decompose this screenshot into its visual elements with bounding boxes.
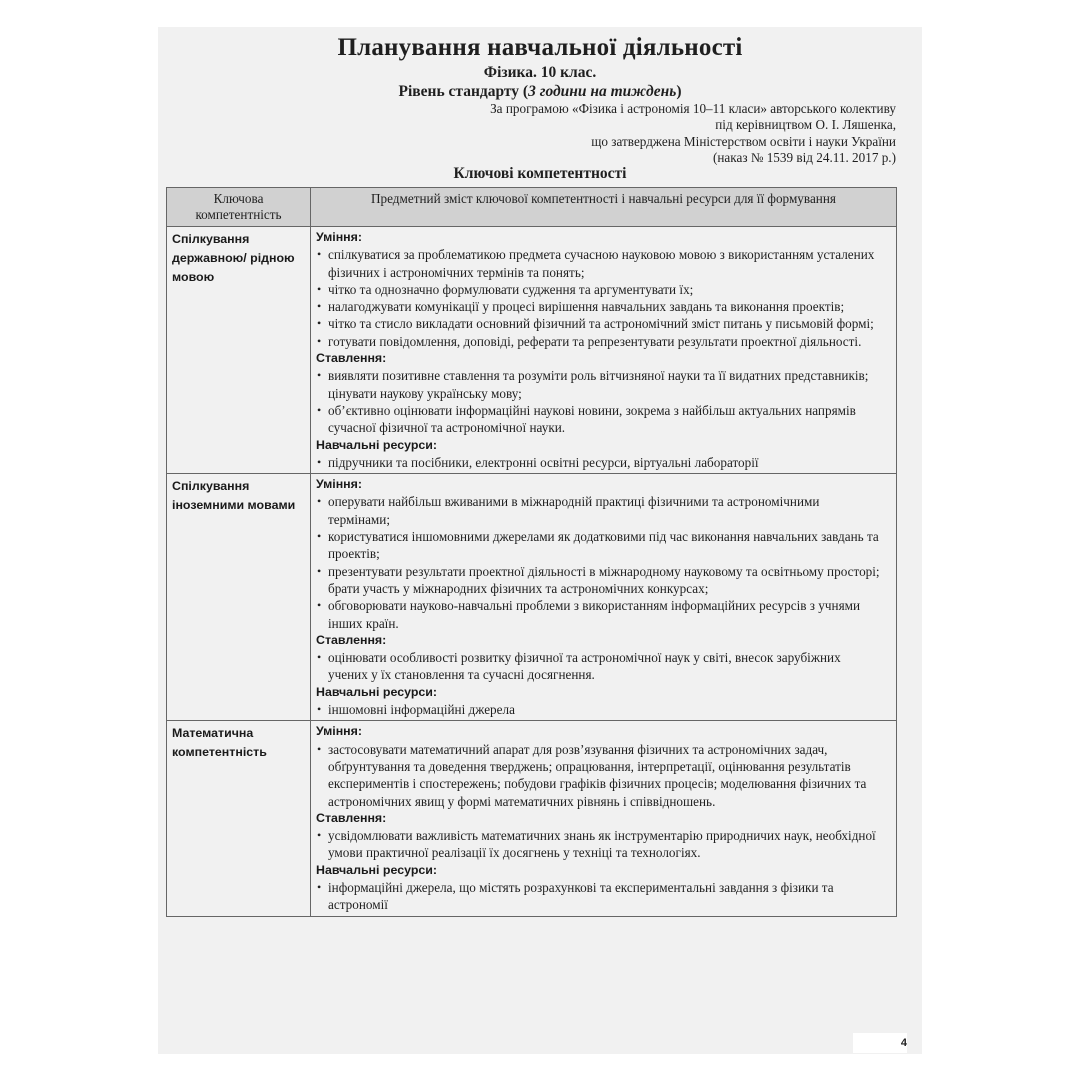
level-prefix: Рівень стандарту ( (398, 83, 529, 100)
section-heading: Ставлення: (316, 351, 387, 366)
table-header-row (167, 188, 897, 227)
section-heading: Навчальні ресурси: (316, 862, 438, 877)
program-line: За програмою «Фізика і астрономія 10–11 класи» авторського колективу (490, 101, 896, 116)
section-heading: Навчальні ресурси: (316, 437, 438, 452)
list-item: • об’єктивно оцінювати інформаційні наукові новини, зокрема з найбільш актуальних напрямів сучасної фізичної та астрономічної науки. (316, 402, 880, 437)
page-number: 4 (853, 1033, 907, 1053)
list-item: • презентувати результати проектної діяльності в міжнародному науковому та освітньому просторі; брати участь у міжнародних фізичних та астрономічних конкурсах; (316, 563, 880, 598)
section-title: Ключові компетентності (453, 165, 627, 182)
section-heading: Ставлення: (316, 810, 387, 825)
list-item: • інформаційні джерела, що містять розрахункові та експериментальні завдання з фізики та астрономії (316, 879, 880, 914)
page-title: Планування навчальної діяльності (337, 34, 743, 61)
list-item: • іншомовні інформаційні джерела (316, 701, 880, 718)
list-item: • застосовувати математичний апарат для розв’язування фізичних та астрономічних задач, обґрунтування та доведення тверджень; опрацювання, інтерпретації, оцінювання результатів експериментів і спостережень; побудови графіків фізичних процесів; моделювання фізичних та астрономічних явищ у формі математичних рівнянь і співвідношень. (316, 741, 880, 810)
list-item: • оперувати найбільш вживаними в міжнародній практиці фізичними та астрономічними термінами; (316, 493, 880, 528)
competence-content (311, 227, 897, 474)
level-subtitle (158, 83, 922, 101)
program-line: (наказ № 1539 від 24.11. 2017 р.) (712, 150, 896, 166)
list-item: • спілкуватися за проблематикою предмета сучасною науковою мовою з використанням усталених фізичних і астрономічних термінів та понять; (316, 246, 880, 281)
program-line: під керівництвом О. І. Ляшенка, (715, 117, 896, 133)
section-heading: Уміння: (316, 230, 363, 244)
program-line: що затверджена Міністерством освіти і науки України (591, 133, 896, 149)
table-row (167, 227, 897, 474)
table-row (167, 474, 897, 721)
column-header-content: Предметний зміст ключової компетентності і навчальні ресурси для її формування (311, 188, 897, 227)
section-heading: Уміння: (316, 724, 363, 739)
competence-name: Спілкування іноземними мовами (167, 474, 311, 721)
list-item: • усвідомлювати важливість математичних знань як інструментарію природничих наук, необхідної умови практичної реалізації їх досягнень у техніці та технологіях. (316, 827, 880, 862)
column-header-competence: Ключова компетентність (167, 188, 311, 227)
list-item: • обговорювати науково-навчальні проблеми з використанням інформаційних ресурсів з учнями інших країн. (316, 597, 880, 632)
competence-name: Спілкування державною/ рідною мовою (167, 227, 311, 474)
list-item: • підручники та посібники, електронні освітні ресурси, віртуальні лабораторії (316, 454, 880, 471)
section-heading: Ставлення: (316, 632, 387, 647)
subject-subtitle: Фізика. 10 клас. (483, 64, 597, 81)
competence-name: Математична компетентність (167, 721, 311, 916)
list-item: • готувати повідомлення, доповіді, реферати та репрезентувати результати проектної діяльності. (316, 333, 880, 350)
competence-content (311, 721, 897, 916)
list-item: • оцінювати особливості розвитку фізичної та астрономічної наук у світі, внесок зарубіжних учених у їх становлення та сучасні досягнення. (316, 649, 880, 684)
list-item: • чітко та стисло викладати основний фізичний та астрономічний зміст питань у письмовій формі; (316, 315, 880, 332)
list-item: • чітко та однозначно формулювати судження та аргументувати їх; (316, 281, 880, 298)
list-item: • налагоджувати комунікації у процесі вирішення навчальних завдань та виконання проектів; (316, 298, 880, 315)
table-row (167, 721, 897, 916)
section-heading: Уміння: (316, 477, 363, 492)
competencies-table (166, 187, 897, 917)
program-reference (490, 101, 896, 167)
list-item: • виявляти позитивне ставлення та розуміти роль вітчизняної науки та її видатних представників; цінувати наукову українську мову; (316, 367, 880, 402)
level-hours: 3 години на тиждень (528, 83, 677, 100)
document-page (158, 27, 922, 1054)
list-item: • користуватися іншомовними джерелами як додатковими під час виконання навчальних завдань та проектів; (316, 528, 880, 563)
table-body (167, 227, 897, 917)
level-suffix: ) (676, 83, 682, 100)
section-heading: Навчальні ресурси: (316, 684, 438, 699)
competence-content (311, 474, 897, 721)
